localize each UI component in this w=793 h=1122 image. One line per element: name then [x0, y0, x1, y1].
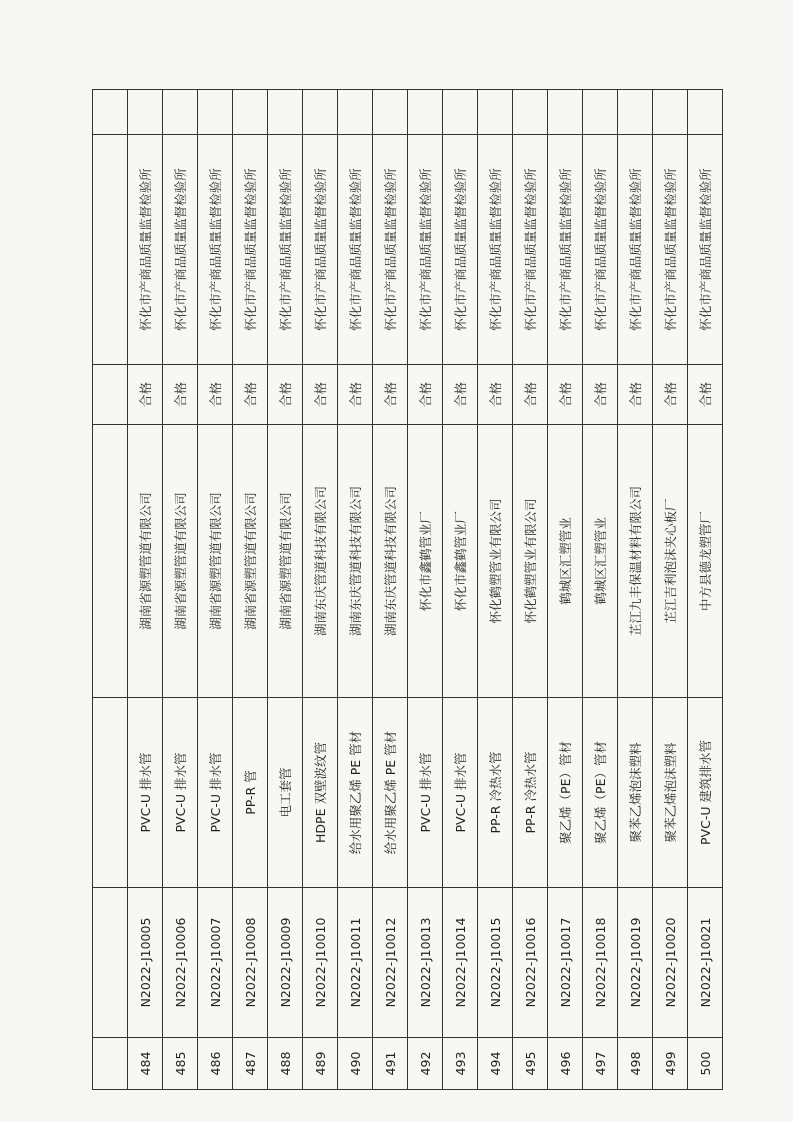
note-cell	[443, 90, 478, 135]
result-cell: 合格	[513, 365, 548, 425]
rotated-table-container	[92, 90, 713, 1090]
product-cell: 聚苯乙烯泡沫塑料	[618, 698, 653, 888]
blank-cell	[93, 888, 128, 1038]
company-cell: 怀化鹤塑管业有限公司	[478, 425, 513, 698]
blank-cell	[93, 698, 128, 888]
seq-cell: 497	[583, 1038, 618, 1090]
agency-cell: 怀化市产商品质量监督检验所	[688, 135, 723, 365]
company-cell: 湖南省源塑管道有限公司	[128, 425, 163, 698]
result-cell: 合格	[163, 365, 198, 425]
seq-cell: 498	[618, 1038, 653, 1090]
result-cell: 合格	[443, 365, 478, 425]
note-cell	[303, 90, 338, 135]
seq-cell: 485	[163, 1038, 198, 1090]
company-cell: 怀化鹤塑管业有限公司	[513, 425, 548, 698]
code-cell: N2022-J10019	[618, 888, 653, 1038]
result-cell: 合格	[128, 365, 163, 425]
product-cell: 给水用聚乙烯 PE 管材	[338, 698, 373, 888]
product-cell: HDPE 双壁波纹管	[303, 698, 338, 888]
company-cell: 鹤城区汇塑管业	[548, 425, 583, 698]
agency-cell: 怀化市产商品质量监督检验所	[233, 135, 268, 365]
code-cell: N2022-J10018	[583, 888, 618, 1038]
company-cell: 芷江吉利泡沫夹心板厂	[653, 425, 688, 698]
result-cell: 合格	[303, 365, 338, 425]
blank-cell	[93, 135, 128, 365]
table-row	[338, 90, 373, 1090]
code-cell: N2022-J10013	[408, 888, 443, 1038]
product-cell: PVC-U 排水管	[443, 698, 478, 888]
company-cell: 中方县德龙塑管厂	[688, 425, 723, 698]
seq-cell: 500	[688, 1038, 723, 1090]
table-body	[93, 90, 723, 1090]
result-cell: 合格	[408, 365, 443, 425]
table-row	[268, 90, 303, 1090]
agency-cell: 怀化市产商品质量监督检验所	[303, 135, 338, 365]
product-cell: 给水用聚乙烯 PE 管材	[373, 698, 408, 888]
agency-cell: 怀化市产商品质量监督检验所	[513, 135, 548, 365]
blank-cell	[93, 90, 128, 135]
seq-cell: 494	[478, 1038, 513, 1090]
seq-cell: 488	[268, 1038, 303, 1090]
agency-cell: 怀化市产商品质量监督检验所	[373, 135, 408, 365]
note-cell	[198, 90, 233, 135]
table-row	[653, 90, 688, 1090]
note-cell	[583, 90, 618, 135]
company-cell: 湖南东庆管道科技有限公司	[338, 425, 373, 698]
code-cell: N2022-J10008	[233, 888, 268, 1038]
code-cell: N2022-J10012	[373, 888, 408, 1038]
table-row-top-blank	[93, 90, 128, 1090]
table-row	[513, 90, 548, 1090]
result-cell: 合格	[583, 365, 618, 425]
result-cell: 合格	[268, 365, 303, 425]
result-cell: 合格	[653, 365, 688, 425]
product-cell: PVC-U 建筑排水管	[688, 698, 723, 888]
result-cell: 合格	[688, 365, 723, 425]
blank-cell	[93, 365, 128, 425]
table-row	[233, 90, 268, 1090]
note-cell	[548, 90, 583, 135]
note-cell	[618, 90, 653, 135]
company-cell: 湖南省源塑管道有限公司	[198, 425, 233, 698]
company-cell: 怀化市鑫鹤管业厂	[408, 425, 443, 698]
note-cell	[408, 90, 443, 135]
code-cell: N2022-J10017	[548, 888, 583, 1038]
product-cell: 聚乙烯（PE）管材	[548, 698, 583, 888]
result-cell: 合格	[198, 365, 233, 425]
company-cell: 湖南东庆管道科技有限公司	[373, 425, 408, 698]
code-cell: N2022-J10016	[513, 888, 548, 1038]
table-row	[163, 90, 198, 1090]
result-cell: 合格	[478, 365, 513, 425]
agency-cell: 怀化市产商品质量监督检验所	[618, 135, 653, 365]
agency-cell: 怀化市产商品质量监督检验所	[408, 135, 443, 365]
table-row	[128, 90, 163, 1090]
seq-cell: 493	[443, 1038, 478, 1090]
agency-cell: 怀化市产商品质量监督检验所	[338, 135, 373, 365]
table-row	[583, 90, 618, 1090]
seq-cell: 489	[303, 1038, 338, 1090]
agency-cell: 怀化市产商品质量监督检验所	[653, 135, 688, 365]
product-cell: PVC-U 排水管	[198, 698, 233, 888]
blank-cell	[93, 425, 128, 698]
note-cell	[653, 90, 688, 135]
product-cell: PVC-U 排水管	[408, 698, 443, 888]
note-cell	[268, 90, 303, 135]
code-cell: N2022-J10015	[478, 888, 513, 1038]
agency-cell: 怀化市产商品质量监督检验所	[198, 135, 233, 365]
note-cell	[128, 90, 163, 135]
note-cell	[163, 90, 198, 135]
agency-cell: 怀化市产商品质量监督检验所	[268, 135, 303, 365]
code-cell: N2022-J10005	[128, 888, 163, 1038]
agency-cell: 怀化市产商品质量监督检验所	[478, 135, 513, 365]
code-cell: N2022-J10010	[303, 888, 338, 1038]
table-row	[688, 90, 723, 1090]
agency-cell: 怀化市产商品质量监督检验所	[128, 135, 163, 365]
code-cell: N2022-J10020	[653, 888, 688, 1038]
company-cell: 芷江九丰保温材料有限公司	[618, 425, 653, 698]
company-cell: 湖南省源塑管道有限公司	[163, 425, 198, 698]
seq-cell: 496	[548, 1038, 583, 1090]
seq-cell: 486	[198, 1038, 233, 1090]
product-cell: 电工套管	[268, 698, 303, 888]
result-cell: 合格	[338, 365, 373, 425]
agency-cell: 怀化市产商品质量监督检验所	[548, 135, 583, 365]
note-cell	[478, 90, 513, 135]
table-row	[478, 90, 513, 1090]
seq-cell: 492	[408, 1038, 443, 1090]
result-cell: 合格	[618, 365, 653, 425]
seq-cell: 484	[128, 1038, 163, 1090]
code-cell: N2022-J10006	[163, 888, 198, 1038]
product-cell: PP-R 冷热水管	[478, 698, 513, 888]
company-cell: 湖南省源塑管道有限公司	[233, 425, 268, 698]
table-row	[303, 90, 338, 1090]
seq-cell: 495	[513, 1038, 548, 1090]
agency-cell: 怀化市产商品质量监督检验所	[583, 135, 618, 365]
note-cell	[688, 90, 723, 135]
company-cell: 鹤城区汇塑管业	[583, 425, 618, 698]
product-cell: PP-R 管	[233, 698, 268, 888]
product-cell: PVC-U 排水管	[163, 698, 198, 888]
agency-cell: 怀化市产商品质量监督检验所	[163, 135, 198, 365]
table-row	[443, 90, 478, 1090]
product-cell: 聚乙烯（PE）管材	[583, 698, 618, 888]
code-cell: N2022-J10009	[268, 888, 303, 1038]
company-cell: 怀化市鑫鹤管业厂	[443, 425, 478, 698]
note-cell	[373, 90, 408, 135]
code-cell: N2022-J10014	[443, 888, 478, 1038]
seq-cell: 490	[338, 1038, 373, 1090]
product-cell: PVC-U 排水管	[128, 698, 163, 888]
blank-cell	[93, 1038, 128, 1090]
company-cell: 湖南省源塑管道有限公司	[268, 425, 303, 698]
table-row	[408, 90, 443, 1090]
agency-cell: 怀化市产商品质量监督检验所	[443, 135, 478, 365]
code-cell: N2022-J10011	[338, 888, 373, 1038]
product-cell: 聚苯乙烯泡沫塑料	[653, 698, 688, 888]
seq-cell: 499	[653, 1038, 688, 1090]
table-row	[618, 90, 653, 1090]
note-cell	[233, 90, 268, 135]
product-cell: PP-R 冷热水管	[513, 698, 548, 888]
seq-cell: 487	[233, 1038, 268, 1090]
table-row	[548, 90, 583, 1090]
table-row	[373, 90, 408, 1090]
result-cell: 合格	[373, 365, 408, 425]
note-cell	[513, 90, 548, 135]
result-cell: 合格	[233, 365, 268, 425]
code-cell: N2022-J10021	[688, 888, 723, 1038]
seq-cell: 491	[373, 1038, 408, 1090]
code-cell: N2022-J10007	[198, 888, 233, 1038]
inspection-results-table	[92, 89, 723, 1090]
result-cell: 合格	[548, 365, 583, 425]
company-cell: 湖南东庆管道科技有限公司	[303, 425, 338, 698]
note-cell	[338, 90, 373, 135]
table-row	[198, 90, 233, 1090]
